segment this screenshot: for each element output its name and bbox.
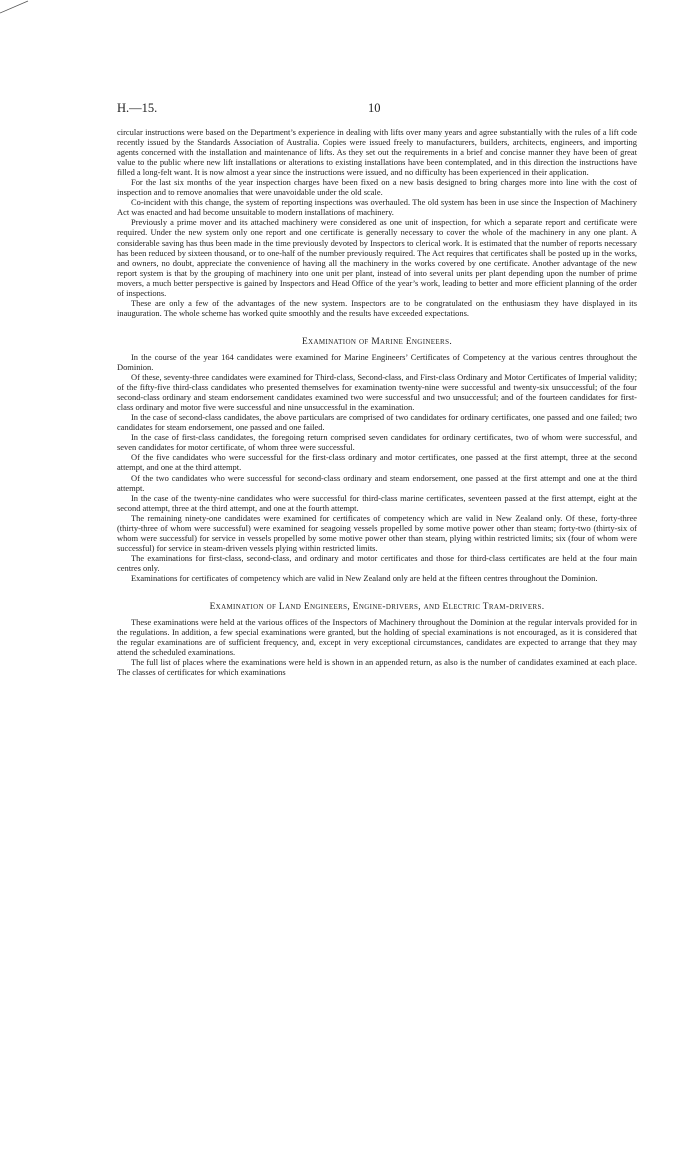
page-number: 10 (368, 101, 381, 115)
section-heading-marine-engineers: Examination of Marine Engineers. (301, 336, 453, 347)
paragraph: Of the five candidates who were successful for the first-class ordinary and motor certificates, one passed at the first attempt, three at the second attempt, and one at the third attempt. (117, 452, 637, 473)
paragraph: In the course of the year 164 candidates were examined for Marine Engineers’ Certificates of Competency at the various centres throughout the Dominion. (117, 351, 637, 372)
paragraph: These are only a few of the advantages of the new system. Inspectors are to be congratulated on the enthusiasm they have displayed in its inauguration. The whole scheme has worked quite smoothly and the results have exceeded expectations. (117, 297, 637, 318)
document-code: H.—15. (117, 101, 158, 115)
paragraph: In the case of second-class candidates, the above particulars are comprised of two candidates for ordinary certificates, one passed and one failed; two candidates for steam endorsement, one passed and one failed. (117, 412, 637, 433)
scan-corner-mark (0, 0, 30, 14)
paragraph: In the case of first-class candidates, the foregoing return comprised seven candidates for ordinary certificates, two of whom were successful, and seven candidates for motor certificate, of whom three were successful. (117, 432, 637, 453)
section-heading-land-engineers: Examination of Land Engineers, Engine-drivers, and Electric Tram-drivers. (209, 602, 545, 613)
paragraph: In the case of the twenty-nine candidates who were successful for third-class marine certificates, seventeen passed at the first attempt, eight at the second attempt, three at the third attempt, and one at the fourth attempt. (117, 492, 637, 513)
paragraph: For the last six months of the year inspection charges have been fixed on a new basis designed to bring charges more into line with the cost of inspection and to remove anomalies that were unavoidable under the old scale. (117, 177, 637, 198)
paragraph: These examinations were held at the various offices of the Inspectors of Machinery throughout the Dominion at the regular intervals provided for in the regulations. In addition, a few special examinations were granted, but the holding of special examinations is not encouraged, as it is considered that the regular examinations are of sufficient frequency, and, except in very exceptional circumstances, candidates are expected to arrange that they may attend the scheduled examinations. (117, 617, 637, 658)
paragraph: circular instructions were based on the Department’s experience in dealing with lifts over many years and agree substantially with the rules of a lift code recently issued by the Standards Association of Australia. Copies were issued freely to manufacturers, builders, architects, engineers, and importing agents concerned with the installation and maintenance of lifts. As they set out the requirements in a brief and concise manner they have been of great value to the public where new lift installations or alterations to existing installations have been contemplated, and in this direction the instructions have filled a long-felt want. It is now almost a year since the instructions were issued, and no difficulty has been experienced in their application. (117, 127, 637, 178)
document-body (117, 127, 637, 677)
paragraph: Of these, seventy-three candidates were examined for Third-class, Second-class, and First-class Ordinary and Motor Certificates of Imperial validity; of the fifty-five third-class candidates who presented themselves for examination twenty-nine were successful and twenty-six unsuccessful; of the four second-class ordinary and steam endorsement candidates examined two were successful and two unsuccessful; and of the fourteen candidates for first-class ordinary and motor five were successful and nine unsuccessful in the examination. (117, 372, 637, 413)
paragraph: Examinations for certificates of competency which are valid in New Zealand only are held at the fifteen centres throughout the Dominion. (131, 572, 598, 583)
paragraph: The full list of places where the examinations were held is shown in an appended return, as also is the number of candidates examined at each place. The classes of certificates for which examinations (117, 657, 637, 678)
paragraph: The remaining ninety-one candidates were examined for certificates of competency which are valid in New Zealand only. Of these, forty-three (thirty-three of whom were successful) were examined for seagoing vessels propelled by some motive power other than steam; forty-two (thirty-six of whom were successful) for service in vessels propelled by some motive power other than steam, plying within restricted limits; six (four of whom were successful) for service in steam-driven vessels plying within restricted limits. (117, 512, 637, 553)
paragraph: Previously a prime mover and its attached machinery were considered as one unit of inspection, for which a separate report and certificate were required. Under the new system only one report and one certificate is generally necessary to cover the whole of the machinery in any one plant. A considerable saving has thus been made in the time previously devoted by Inspectors to clerical work. It is estimated that the number of reports necessary has been reduced by sixteen thousand, or to one-half of the number previously required. The Act requires that certificates shall be posted up in the works, and owners, no doubt, appreciate the convenience of having all the machinery in the works covered by one certificate. Another advantage of the new report system is that by the grouping of machinery into one unit per plant, instead of into several units per plant depending upon the number of prime movers, a much better perspective is gained by Inspectors and Head Office of the year’s work, leading to better and more efficient planning of the order of inspections. (117, 217, 637, 298)
paragraph: The examinations for first-class, second-class, and ordinary and motor certificates and those for third-class certificates are held at the four main centres only. (117, 552, 637, 573)
paragraph: Of the two candidates who were successful for second-class ordinary and steam endorsement, one passed at the first attempt and one at the third attempt. (117, 472, 637, 493)
page-header (117, 101, 637, 119)
paragraph: Co-incident with this change, the system of reporting inspections was overhauled. The old system has been in use since the Inspection of Machinery Act was enacted and had become unsuitable to modern installations of machinery. (117, 197, 637, 218)
